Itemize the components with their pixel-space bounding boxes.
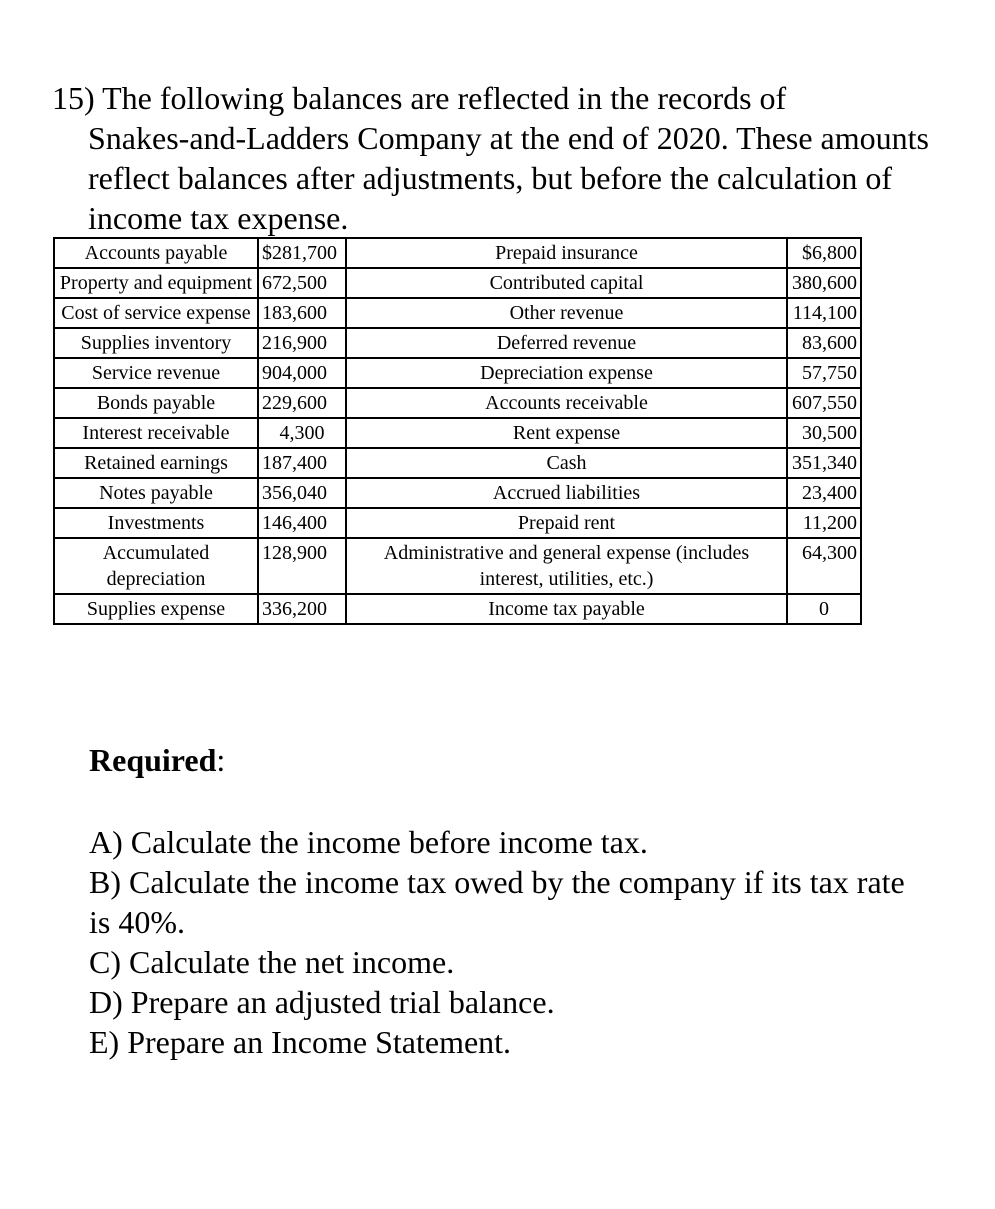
right-account-label: Other revenue	[346, 298, 787, 328]
left-account-amount: 336,200	[258, 594, 346, 624]
right-account-amount: 30,500	[787, 418, 861, 448]
left-account-label: Accumulated depreciation	[54, 538, 258, 594]
table-row	[54, 358, 861, 388]
right-account-amount: 64,300	[787, 538, 861, 594]
question-first-line	[52, 78, 952, 118]
task-list	[89, 822, 929, 1062]
right-account-amount: 380,600	[787, 268, 861, 298]
left-account-amount: 229,600	[258, 388, 346, 418]
table-row	[54, 238, 861, 268]
table-row	[54, 328, 861, 358]
right-account-label: Accrued liabilities	[346, 478, 787, 508]
left-account-label: Supplies expense	[54, 594, 258, 624]
left-account-amount: 183,600	[258, 298, 346, 328]
left-account-amount: 904,000	[258, 358, 346, 388]
required-heading	[89, 740, 225, 780]
right-account-amount: 351,340	[787, 448, 861, 478]
left-account-label: Accounts payable	[54, 238, 258, 268]
list-item: C) Calculate the net income.	[89, 944, 455, 980]
right-account-label: Depreciation expense	[346, 358, 787, 388]
right-account-amount: 607,550	[787, 388, 861, 418]
right-account-label: Administrative and general expense (includes interest, utilities, etc.)	[346, 538, 787, 594]
list-item: E) Prepare an Income Statement.	[89, 1024, 512, 1060]
right-account-label: Cash	[346, 448, 787, 478]
table-row	[54, 538, 861, 594]
right-account-amount: 11,200	[787, 508, 861, 538]
left-account-label: Property and equipment	[54, 268, 258, 298]
left-account-amount: $281,700	[258, 238, 346, 268]
right-account-label: Prepaid insurance	[346, 238, 787, 268]
right-account-label: Deferred revenue	[346, 328, 787, 358]
left-account-amount: 4,300	[258, 418, 346, 448]
list-item: B) Calculate the income tax owed by the company if its tax rate is 40%.	[89, 864, 905, 940]
right-account-amount: 0	[787, 594, 861, 624]
left-account-label: Retained earnings	[54, 448, 258, 478]
left-account-label: Service revenue	[54, 358, 258, 388]
left-account-label: Cost of service expense	[54, 298, 258, 328]
table-row	[54, 418, 861, 448]
left-account-label: Investments	[54, 508, 258, 538]
right-account-amount: $6,800	[787, 238, 861, 268]
question-line-1: The following balances are reflected in the records of	[102, 80, 787, 116]
right-account-label: Income tax payable	[346, 594, 787, 624]
table-row	[54, 388, 861, 418]
required-label: Required	[89, 742, 217, 778]
right-account-amount: 23,400	[787, 478, 861, 508]
question-body: Snakes-and-Ladders Company at the end of 2020. These amounts reflect balances after adjustments, but before the calculation of income tax expense.	[88, 120, 929, 236]
right-account-amount: 83,600	[787, 328, 861, 358]
table-row	[54, 508, 861, 538]
left-account-amount: 216,900	[258, 328, 346, 358]
right-account-label: Prepaid rent	[346, 508, 787, 538]
table-row	[54, 594, 861, 624]
left-account-amount: 146,400	[258, 508, 346, 538]
right-account-amount: 57,750	[787, 358, 861, 388]
right-account-label: Contributed capital	[346, 268, 787, 298]
left-account-label: Supplies inventory	[54, 328, 258, 358]
left-account-label: Notes payable	[54, 478, 258, 508]
right-account-amount: 114,100	[787, 298, 861, 328]
question-number: 15)	[52, 80, 95, 116]
right-account-label: Accounts receivable	[346, 388, 787, 418]
balances-table	[53, 237, 862, 625]
list-item: A) Calculate the income before income tax.	[89, 824, 648, 860]
right-account-label: Rent expense	[346, 418, 787, 448]
table-row	[54, 268, 861, 298]
left-account-amount: 128,900	[258, 538, 346, 594]
list-item: D) Prepare an adjusted trial balance.	[89, 984, 555, 1020]
left-account-amount: 356,040	[258, 478, 346, 508]
left-account-amount: 187,400	[258, 448, 346, 478]
table-row	[54, 478, 861, 508]
required-colon: :	[216, 742, 226, 778]
left-account-label: Interest receivable	[54, 418, 258, 448]
left-account-amount: 672,500	[258, 268, 346, 298]
table-row	[54, 298, 861, 328]
question-text	[52, 78, 952, 238]
table-row	[54, 448, 861, 478]
left-account-label: Bonds payable	[54, 388, 258, 418]
